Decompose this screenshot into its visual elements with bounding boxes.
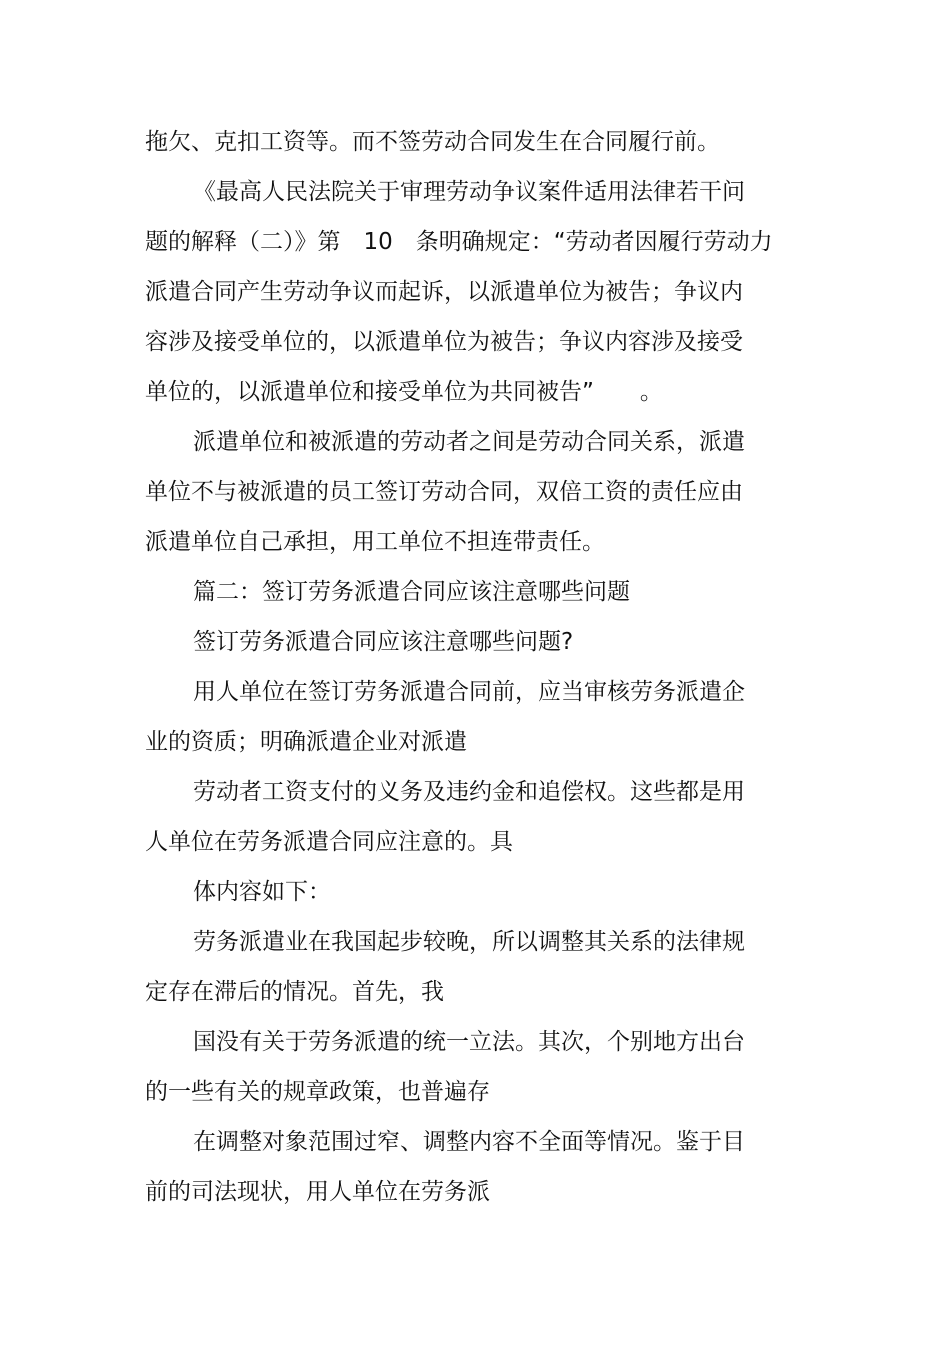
text-line: 劳动者工资支付的义务及违约金和追偿权。这些都是用 (193, 779, 745, 805)
text-line: 容涉及接受单位的，以派遣单位为被告；争议内容涉及接受 (145, 329, 743, 355)
text-line: 《最高人民法院关于审理劳动争议案件适用法律若干问 (193, 179, 745, 205)
text-line: 用人单位在签订劳务派遣合同前，应当审核劳务派遣企 (193, 679, 745, 705)
text-line: 劳务派遣业在我国起步较晚，所以调整其关系的法律规 (193, 929, 745, 955)
text-line: 体内容如下： (193, 879, 331, 905)
text-line: 派遣单位自己承担，用工单位不担连带责任。 (145, 529, 605, 555)
text-line: 国没有关于劳务派遣的统一立法。其次，个别地方出台 (193, 1029, 745, 1055)
section-heading: 篇二：签订劳务派遣合同应该注意哪些问题 (193, 579, 630, 605)
text-line: 单位不与被派遣的员工签订劳动合同，双倍工资的责任应由 (145, 479, 743, 505)
text-line: 业的资质；明确派遣企业对派遣 (145, 729, 467, 755)
text-line: 在调整对象范围过窄、调整内容不全面等情况。鉴于目 (193, 1129, 745, 1155)
text-line: 派遣单位和被派遣的劳动者之间是劳动合同关系，派遣 (193, 429, 745, 455)
text-line: 签订劳务派遣合同应该注意哪些问题? (193, 629, 574, 655)
text-line: 前的司法现状，用人单位在劳务派 (145, 1179, 490, 1205)
text-line: 派遣合同产生劳动争议而起诉，以派遣单位为被告；争议内 (145, 279, 743, 305)
text-line: 拖欠、克扣工资等。而不签劳动合同发生在合同履行前。 (145, 129, 720, 155)
text-line: 的一些有关的规章政策，也普遍存 (145, 1079, 490, 1105)
text-line: 题的解释（二）》第 10 条明确规定：“劳动者因履行劳动力 (145, 229, 773, 255)
text-line: 单位的，以派遣单位和接受单位为共同被告” 。 (145, 379, 663, 405)
text-line: 定存在滞后的情况。首先，我 (145, 979, 444, 1005)
text-line: 人单位在劳务派遣合同应注意的。具 (145, 829, 513, 855)
